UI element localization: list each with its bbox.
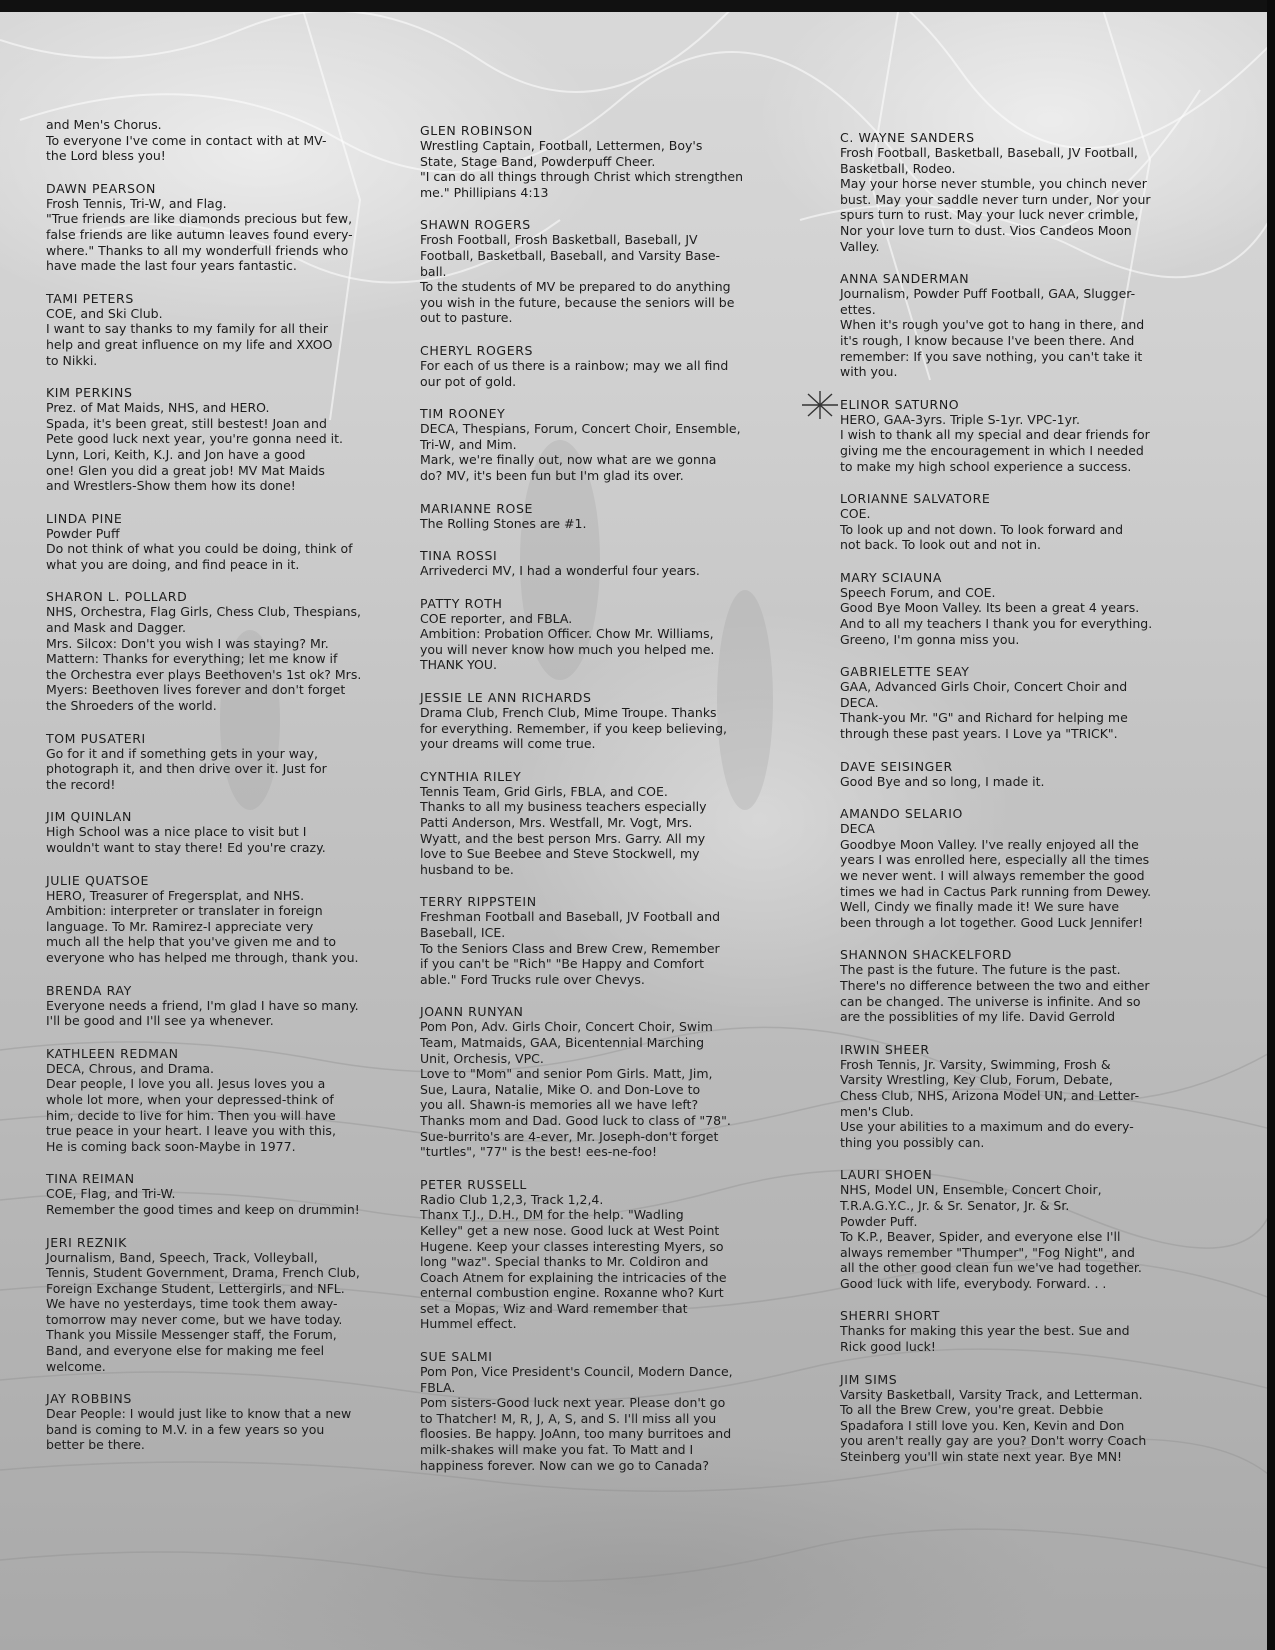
senior-entry [840,806,1215,930]
senior-message: For each of us there is a rainbow; may we all find our pot of gold. [420,357,729,389]
senior-name: TERRY RIPPSTEIN [420,894,537,910]
senior-name: SHAWN ROGERS [420,217,531,233]
senior-message: Frosh Football, Frosh Basketball, Baseball, JV Football, Basketball, Baseball, and Varsity Base- ball. To the students of MV be prepared to do anything you wish in the future, because the seniors will be out to pasture. [420,232,735,326]
senior-entry [420,501,820,532]
senior-message: Drama Club, French Club, Mime Troupe. Thanks for everything. Remember, if you keep believing, your dreams will come true. [420,705,727,752]
senior-message: Freshman Football and Baseball, JV Football and Baseball, ICE. To the Seniors Class and Brew Crew, Remember if you can't be "Rich" "Be Happy and Comfort able." Ford Trucks rule over Chevys. [420,909,721,987]
senior-name: SHARON L. POLLARD [46,589,188,605]
senior-name: GLEN ROBINSON [420,123,533,138]
senior-message: DECA, Thespians, Forum, Concert Choir, Ensemble, Tri-W, and Mim. Mark, we're finally out, now what are we gonna do? MV, it's been fun but I'm glad its over. [420,421,741,483]
senior-message: NHS, Orchestra, Flag Girls, Chess Club, Thespians, and Mask and Dagger. Mrs. Silcox: Don't you wish I was staying? Mr. Mattern: Thanks for everything; let me know if the Orchestra ever plays Beethoven's 1st ok? Mrs. Myers: Beethoven lives forever and don't forget the Shroeders of the world. [46,604,362,714]
senior-name: CYNTHIA RILEY [420,768,522,784]
senior-message: GAA, Advanced Girls Choir, Concert Choir and DECA. Thank-you Mr. "G" and Richard for helping me through these past years. I Love ya "TRICK". [840,679,1128,742]
senior-message: Thanks for making this year the best. Sue and Rick good luck! [840,1323,1130,1355]
senior-message: The past is the future. The future is the past. There's no difference between the two and either can be changed. The universe is infinite. And so are the possiblities of my life. David Gerrold [840,962,1150,1025]
senior-name: KIM PERKINS [46,385,133,401]
senior-name: PATTY ROTH [420,595,503,611]
senior-entry [840,664,1215,741]
senior-name: MARY SCIAUNA [840,569,942,585]
senior-name: JESSIE LE ANN RICHARDS [420,690,592,706]
senior-message: DECA Goodbye Moon Valley. I've really enjoyed all the years I was enrolled here, especially all the times we never went. I will always remember the good times we had in Cactus Park running from Dewey. Well, Cindy we finally made it! We sure have been through a lot together. Good Luck Jennifer! [840,821,1152,930]
senior-name: TINA ROSSI [420,548,498,564]
senior-message: Good Bye and so long, I made it. [840,773,1045,789]
senior-message: Tennis Team, Grid Girls, FBLA, and COE. Thanks to all my business teachers especially Patti Anderson, Mrs. Westfall, Mr. Vogt, Mrs. Wyatt, and the best person Mrs. Garry. All my love to Sue Beebee and Steve Stockwell, my husband to be. [420,783,707,877]
senior-message: Speech Forum, and COE. Good Bye Moon Valley. Its been a great 4 years. And to all my teachers I thank you for everything. Greeno, I'm gonna miss you. [840,584,1153,647]
senior-name: SHERRI SHORT [840,1308,941,1324]
senior-message: Journalism, Band, Speech, Track, Volleyball, Tennis, Student Government, Drama, French Club, Foreign Exchange Student, Lettergirls, and NFL. We have no yesterdays, time took them away- tomorrow may never come, but we have today. Thank you Missile Messenger staff, the Forum, Band, and everyone else for making me feel welcome. [46,1249,360,1374]
senior-name: DAVE SEISINGER [840,758,953,774]
senior-message: Pom Pon, Adv. Girls Choir, Concert Choir, Swim Team, Matmaids, GAA, Bicentennial Marching Unit, Orchesis, VPC. Love to "Mom" and senior Pom Girls. Matt, Jim, Sue, Laura, Natalie, Mike O. and Don-Love to you all. Shawn-is memories all we have left? Thanks mom and Dad. Good luck to class of "78". Sue-burrito's are 4-ever, Mr. Joseph-don't forget "turtles", "77" is the best! ees-ne-foo! [420,1019,731,1160]
senior-entry [46,1391,426,1453]
senior-name: BRENDA RAY [46,982,132,998]
senior-entry [840,759,1215,790]
senior-message: NHS, Model UN, Ensemble, Concert Choir, T.R.A.G.Y.C., Jr. & Sr. Senator, Jr. & Sr. Powder Puff. To K.P., Beaver, Spider, and everyone else I'll always remember "Thumper", "Fog Night", and all the other good clean fun we've had together. Good luck with life, everybody. Forward. . . [840,1182,1142,1291]
senior-entry [420,1349,820,1473]
column-left [46,117,426,1470]
senior-message: Frosh Tennis, Tri-W, and Flag. "True friends are like diamonds precious but few, false friends are like autumn leaves found every- where." Thanks to all my wonderfull friends who have made the last four years fantastic. [46,195,353,274]
senior-entry [420,123,820,200]
senior-message: Journalism, Powder Puff Football, GAA, Slugger- ettes. When it's rough you've got to hang in there, and it's rough, I know because I've been there. And remember: If you save nothing, you can't take it with you. [840,286,1145,380]
senior-name: TINA REIMAN [46,1171,135,1187]
senior-name: JULIE QUATSOE [46,872,150,888]
senior-entry [420,406,820,483]
senior-name: JOANN RUNYAN [420,1004,524,1020]
right-border [1267,0,1275,1650]
senior-message: Go for it and if something gets in your way, photograph it, and then drive over it. Just for the record! [46,745,327,792]
senior-entry [46,589,426,713]
senior-entry [840,271,1215,380]
senior-message: and Men's Chorus. To everyone I've come in contact with at MV- the Lord bless you! [46,117,327,164]
senior-entry [840,397,1215,474]
senior-name: ELINOR SATURNO [840,396,960,412]
senior-name: GABRIELETTE SEAY [840,664,970,680]
senior-name: LORIANNE SALVATORE [840,491,991,507]
senior-message: Varsity Basketball, Varsity Track, and Letterman. To all the Brew Crew, you're great. Debbie Spadafora I still love you. Ken, Kevin and Don you aren't really gay are you? Don't worry Coach Steinberg you'll win state next year. Bye MN! [840,1386,1147,1465]
senior-message: Frosh Tennis, Jr. Varsity, Swimming, Frosh & Varsity Wrestling, Key Club, Forum, Debate, Chess Club, NHS, Arizona Model UN, and Letter- men's Club. Use your abilities to a maximum and do every- thing you possibly can. [840,1056,1140,1150]
senior-name: MARIANNE ROSE [420,500,533,516]
senior-message: COE. To look up and not down. To look forward and not back. To look out and not in. [840,506,1124,553]
senior-name: C. WAYNE SANDERS [840,130,975,145]
senior-name: TAMI PETERS [46,290,134,306]
senior-entry [840,130,1215,254]
senior-name: PETER RUSSELL [420,1176,527,1192]
senior-name: LAURI SHOEN [840,1167,933,1183]
senior-entry [840,570,1215,647]
senior-entry [46,1046,426,1155]
senior-entry [420,596,820,673]
senior-entry [46,1171,426,1217]
senior-name: CHERYL ROGERS [420,342,534,358]
senior-message: HERO, GAA-3yrs. Triple S-1yr. VPC-1yr. I wish to thank all my special and dear friends for giving me the encouragement in which I needed to make my high school experience a success. [840,411,1150,474]
senior-entry [840,491,1215,553]
top-border [0,0,1275,12]
column-right [840,130,1215,1482]
senior-entry [420,690,820,752]
senior-entry [46,873,426,966]
senior-name: ANNA SANDERMAN [840,271,970,287]
senior-entry [840,1167,1215,1291]
senior-message: COE, Flag, and Tri-W. Remember the good times and keep on drummin! [46,1186,360,1217]
senior-name: TOM PUSATERI [46,730,146,746]
senior-entry [46,181,426,274]
senior-name: JIM SIMS [840,1371,898,1387]
senior-entry [46,1235,426,1375]
senior-name: AMANDO SELARIO [840,806,963,822]
senior-entry [46,291,426,368]
senior-name: SHANNON SHACKELFORD [840,947,1012,963]
senior-message: COE, and Ski Club. I want to say thanks to my family for all their help and great influence on my life and XXOO to Nikki. [46,305,333,368]
senior-entry [840,947,1215,1024]
senior-message: HERO, Treasurer of Fregersplat, and NHS. Ambition: interpreter or translater in foreign language. To Mr. Ramirez-I appreciate very much all the help that you've given me and to everyone who has helped me through, thank you. [46,887,359,965]
senior-message: The Rolling Stones are #1. [420,515,587,531]
column-middle [420,123,820,1490]
senior-message: High School was a nice place to visit but I wouldn't want to stay there! Ed you're crazy. [46,824,326,855]
senior-entry [420,343,820,389]
senior-entry [46,385,426,494]
senior-name: DAWN PEARSON [46,180,156,196]
senior-name: LINDA PINE [46,510,123,526]
senior-message: Dear People: I would just like to know that a new band is coming to M.V. in a few years so you better be there. [46,1406,352,1453]
senior-message: Pom Pon, Vice President's Council, Modern Dance, FBLA. Pom sisters-Good luck next year. Please don't go to Thatcher! M, R, J, A, S, and S. I'll miss all you floosies. Be happy. JoAnn, too many burritoes and milk-shakes will make you fat. To Matt and I happiness forever. Now can we go to Canada? [420,1364,733,1473]
senior-message: Powder Puff Do not think of what you could be doing, think of what you are doing, and find peace in it. [46,525,353,572]
senior-name: TIM ROONEY [420,406,506,422]
senior-name: JERI REZNIK [46,1234,127,1250]
senior-entry [840,1042,1215,1151]
senior-name: JIM QUINLAN [46,809,132,825]
senior-name: JAY ROBBINS [46,1391,132,1407]
senior-entry [46,731,426,793]
senior-entry [420,548,820,579]
senior-entry [420,769,820,878]
senior-entry [420,1004,820,1159]
senior-message: Arrivederci MV, I had a wonderful four years. [420,563,700,579]
senior-message: Frosh Football, Basketball, Baseball, JV Football, Basketball, Rodeo. May your horse never stumble, you chinch never bust. May your saddle never turn under, Nor your spurs turn to rust. May your luck never crimble, Nor your love turn to dust. Vios Candeos Moon Valley. [840,145,1151,254]
senior-name: SUE SALMI [420,1349,493,1365]
senior-entry [46,117,426,164]
senior-name: IRWIN SHEER [840,1041,930,1057]
senior-message: Wrestling Captain, Football, Lettermen, Boy's State, Stage Band, Powderpuff Cheer. "I can do all things through Christ which strengthen me." Phillipians 4:13 [420,138,743,200]
senior-entry [420,894,820,987]
senior-message: Everyone needs a friend, I'm glad I have so many. I'll be good and I'll see ya whenever. [46,997,359,1029]
senior-entry [46,983,426,1029]
senior-name: KATHLEEN REDMAN [46,1045,179,1061]
senior-message: Prez. of Mat Maids, NHS, and HERO. Spada, it's been great, still bestest! Joan and Pete good luck next year, you're gonna need it. Lynn, Lori, Keith, K.J. and Jon have a good one! Glen you did a great job! MV Mat Maids and Wrestlers-Show them how its done! [46,400,344,494]
senior-entry [46,511,426,573]
senior-entry [840,1372,1215,1465]
senior-entry [46,809,426,855]
senior-message: COE reporter, and FBLA. Ambition: Probation Officer. Chow Mr. Williams, you will never know how much you helped me. THANK YOU. [420,610,715,673]
senior-entry [420,217,820,326]
senior-entry [420,1177,820,1332]
senior-message: Radio Club 1,2,3, Track 1,2,4. Thanx T.J., D.H., DM for the help. "Wadling Kelley" get a new nose. Good luck at West Point Hugene. Keep your classes interesting Myers, so long "waz". Special thanks to Mr. Coldiron and Coach Atnem for explaining the intricacies of the enternal combustion engine. Roxanne who? Kurt set a Mopas, Wiz and Ward remember that Hummel effect. [420,1191,727,1332]
senior-message: DECA, Chrous, and Drama. Dear people, I love you all. Jesus loves you a whole lot more, when your depressed-think of him, decide to live for him. Then you will have true peace in your heart. I leave you with this, He is coming back soon-Maybe in 1977. [46,1060,336,1154]
senior-entry [840,1308,1215,1354]
